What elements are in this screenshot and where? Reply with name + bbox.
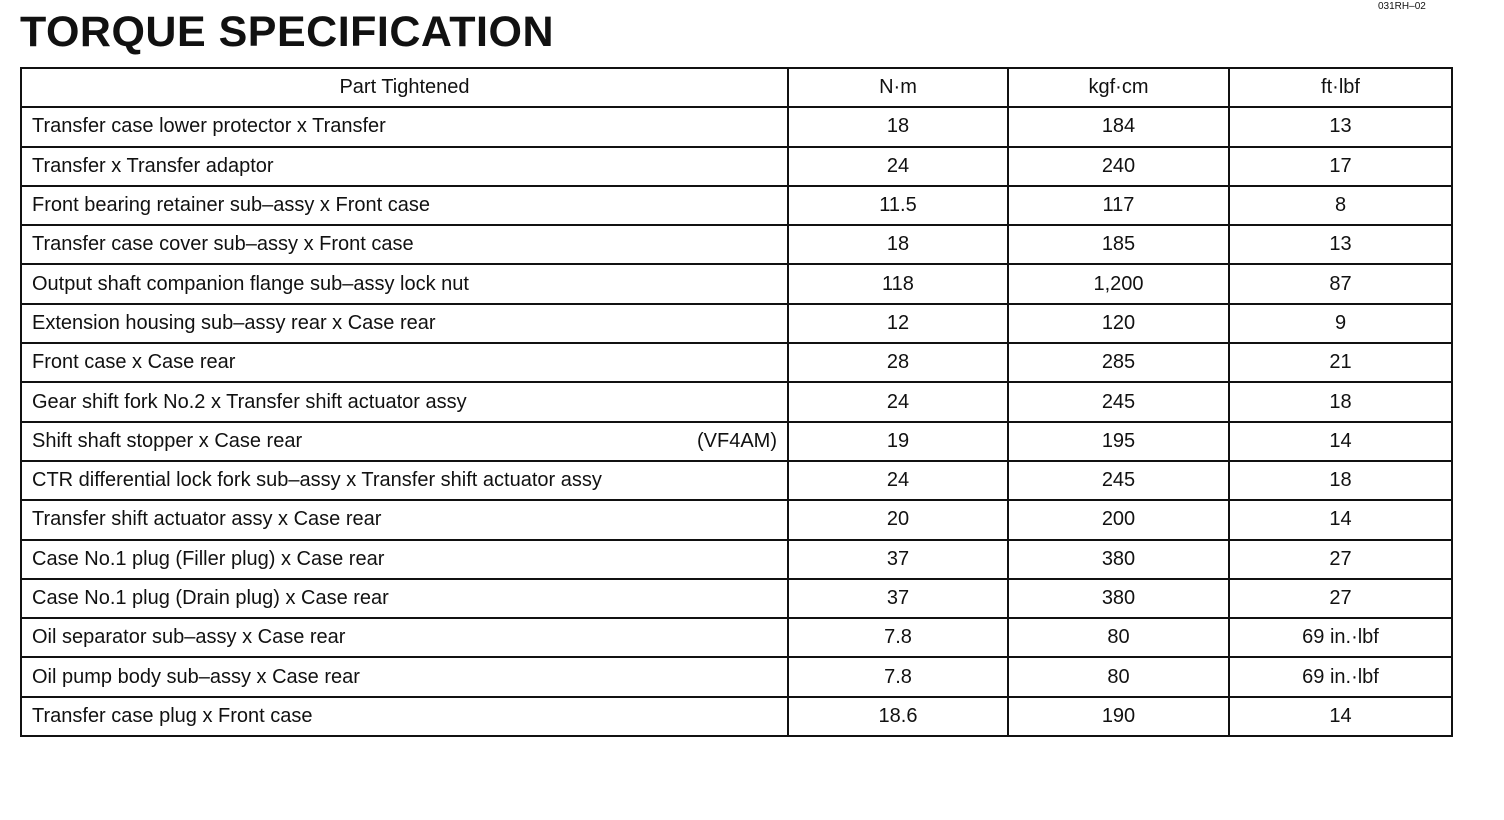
kgfcm-value: 80 <box>1008 618 1229 657</box>
table-row <box>21 657 1452 696</box>
part-name: Gear shift fork No.2 x Transfer shift actuator assy <box>32 390 467 413</box>
nm-value: 7.8 <box>788 618 1008 657</box>
part-name: Extension housing sub–assy rear x Case rear <box>32 311 436 334</box>
part-name: Transfer shift actuator assy x Case rear <box>32 508 382 531</box>
part-name: Transfer case cover sub–assy x Front case <box>32 233 414 256</box>
part-cell <box>21 382 788 421</box>
part-name: Case No.1 plug (Filler plug) x Case rear <box>32 547 385 570</box>
part-cell <box>21 422 788 461</box>
ftlbf-value: 13 <box>1229 225 1452 264</box>
ftlbf-value: 27 <box>1229 579 1452 618</box>
nm-value: 7.8 <box>788 657 1008 696</box>
part-name: Front bearing retainer sub–assy x Front case <box>32 194 430 217</box>
kgfcm-value: 190 <box>1008 697 1229 736</box>
table-row <box>21 147 1452 186</box>
nm-value: 11.5 <box>788 186 1008 225</box>
part-name: Oil pump body sub–assy x Case rear <box>32 665 360 688</box>
kgfcm-value: 200 <box>1008 500 1229 539</box>
part-cell <box>21 343 788 382</box>
part-name: Transfer x Transfer adaptor <box>32 154 274 177</box>
part-cell <box>21 147 788 186</box>
nm-value: 18 <box>788 107 1008 146</box>
nm-value: 28 <box>788 343 1008 382</box>
nm-value: 18.6 <box>788 697 1008 736</box>
part-name: Output shaft companion flange sub–assy lock nut <box>32 272 469 295</box>
part-note: (VF4AM) <box>697 429 777 452</box>
document-code: 031RH–02 <box>1378 1 1426 12</box>
nm-value: 37 <box>788 579 1008 618</box>
ftlbf-value: 13 <box>1229 107 1452 146</box>
part-cell <box>21 304 788 343</box>
ftlbf-value: 87 <box>1229 264 1452 303</box>
table-row <box>21 618 1452 657</box>
ftlbf-value: 14 <box>1229 697 1452 736</box>
table-body <box>21 107 1452 736</box>
table-row <box>21 422 1452 461</box>
part-cell <box>21 618 788 657</box>
ftlbf-value: 14 <box>1229 500 1452 539</box>
ftlbf-value: 17 <box>1229 147 1452 186</box>
part-cell <box>21 540 788 579</box>
kgfcm-value: 185 <box>1008 225 1229 264</box>
nm-value: 12 <box>788 304 1008 343</box>
nm-value: 24 <box>788 382 1008 421</box>
kgfcm-value: 117 <box>1008 186 1229 225</box>
part-cell <box>21 579 788 618</box>
part-name: Oil separator sub–assy x Case rear <box>32 626 346 649</box>
table-header-row <box>21 68 1452 107</box>
ftlbf-value: 27 <box>1229 540 1452 579</box>
page-title: TORQUE SPECIFICATION <box>20 8 554 56</box>
part-name: CTR differential lock fork sub–assy x Transfer shift actuator assy <box>32 469 602 492</box>
part-cell <box>21 697 788 736</box>
column-header-kgfcm: kgf·cm <box>1008 68 1229 107</box>
table-row <box>21 579 1452 618</box>
table-row <box>21 304 1452 343</box>
table-row <box>21 697 1452 736</box>
kgfcm-value: 80 <box>1008 657 1229 696</box>
ftlbf-value: 14 <box>1229 422 1452 461</box>
column-header-ftlbf: ft·lbf <box>1229 68 1452 107</box>
nm-value: 19 <box>788 422 1008 461</box>
column-header-part: Part Tightened <box>21 68 788 107</box>
ftlbf-value: 69 in.·lbf <box>1229 657 1452 696</box>
ftlbf-value: 18 <box>1229 382 1452 421</box>
part-cell <box>21 186 788 225</box>
nm-value: 18 <box>788 225 1008 264</box>
part-name: Transfer case lower protector x Transfer <box>32 115 386 138</box>
part-cell <box>21 264 788 303</box>
part-cell <box>21 107 788 146</box>
kgfcm-value: 245 <box>1008 461 1229 500</box>
ftlbf-value: 21 <box>1229 343 1452 382</box>
part-cell <box>21 657 788 696</box>
ftlbf-value: 18 <box>1229 461 1452 500</box>
kgfcm-value: 285 <box>1008 343 1229 382</box>
kgfcm-value: 184 <box>1008 107 1229 146</box>
ftlbf-value: 69 in.·lbf <box>1229 618 1452 657</box>
part-name: Front case x Case rear <box>32 351 236 374</box>
nm-value: 24 <box>788 461 1008 500</box>
part-name: Case No.1 plug (Drain plug) x Case rear <box>32 587 389 609</box>
kgfcm-value: 120 <box>1008 304 1229 343</box>
part-name: Shift shaft stopper x Case rear <box>32 429 303 452</box>
ftlbf-value: 9 <box>1229 304 1452 343</box>
nm-value: 37 <box>788 540 1008 579</box>
table-row <box>21 264 1452 303</box>
table-row <box>21 107 1452 146</box>
part-cell <box>21 500 788 539</box>
table-row <box>21 186 1452 225</box>
part-cell <box>21 461 788 500</box>
kgfcm-value: 1,200 <box>1008 264 1229 303</box>
kgfcm-value: 195 <box>1008 422 1229 461</box>
column-header-nm: N·m <box>788 68 1008 107</box>
nm-value: 118 <box>788 264 1008 303</box>
part-name: Transfer case plug x Front case <box>32 704 313 727</box>
kgfcm-value: 245 <box>1008 382 1229 421</box>
kgfcm-value: 380 <box>1008 579 1229 618</box>
nm-value: 20 <box>788 500 1008 539</box>
table-row <box>21 461 1452 500</box>
table-row <box>21 382 1452 421</box>
part-cell <box>21 225 788 264</box>
ftlbf-value: 8 <box>1229 186 1452 225</box>
table-row <box>21 343 1452 382</box>
table-row <box>21 540 1452 579</box>
table-row <box>21 225 1452 264</box>
kgfcm-value: 240 <box>1008 147 1229 186</box>
torque-spec-table <box>20 67 1453 737</box>
kgfcm-value: 380 <box>1008 540 1229 579</box>
nm-value: 24 <box>788 147 1008 186</box>
table-row <box>21 500 1452 539</box>
